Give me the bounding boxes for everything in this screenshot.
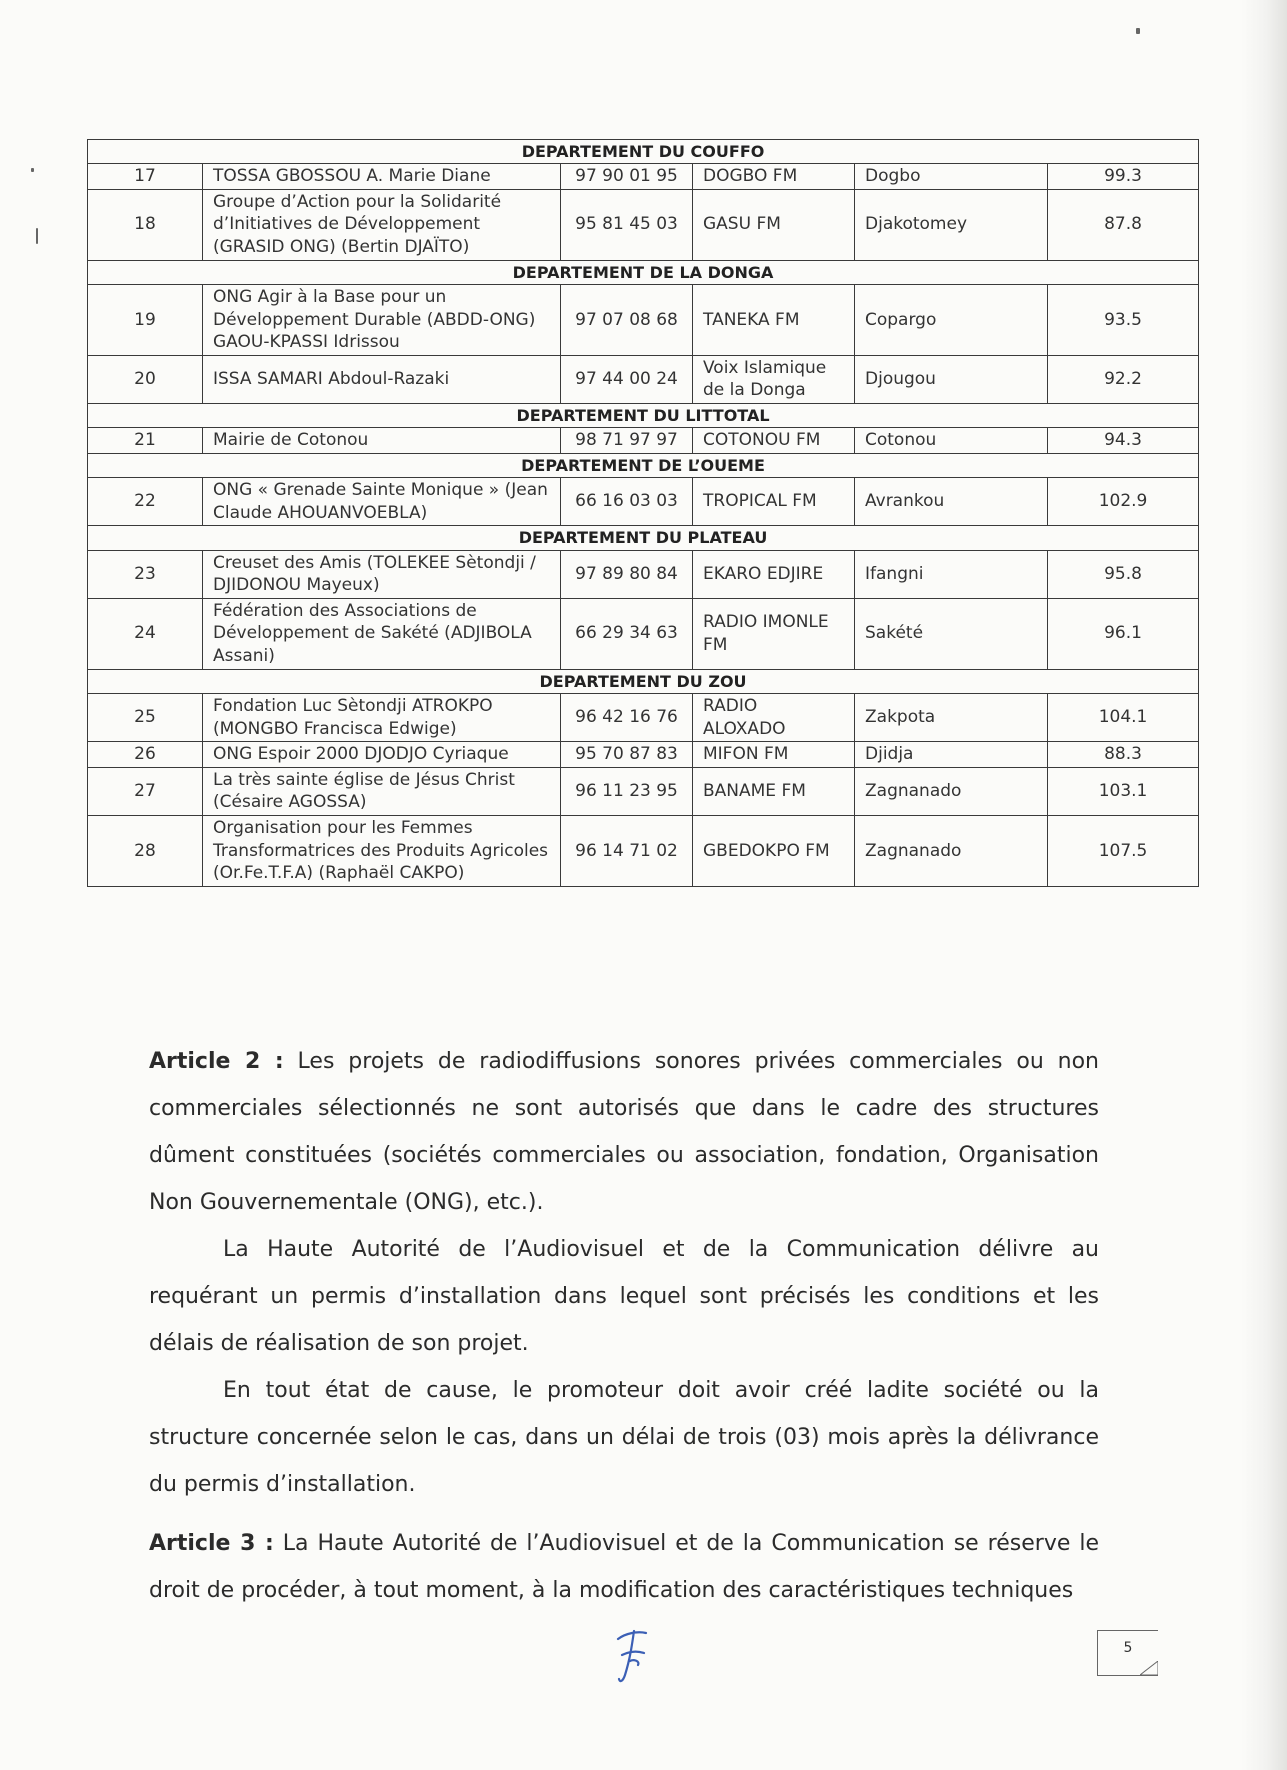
cell-locality: Zagnanado [855,767,1048,815]
cell-promoter: Mairie de Cotonou [203,428,561,454]
cell-locality: Ifangni [855,550,1048,598]
cell-phone: 97 07 08 68 [561,284,693,355]
cell-number: 19 [88,284,203,355]
page-number: 5 [1123,1640,1133,1656]
cell-promoter: Organisation pour les Femmes Transformatrices des Produits Agricoles (Or.Fe.T.F.A) (Raphaël CAKPO) [203,816,561,887]
cell-frequency: 99.3 [1048,164,1199,190]
articles-section [149,1038,1099,1614]
cell-radio: DOGBO FM [693,164,855,190]
department-header-row [88,453,1199,477]
table-row [88,693,1199,741]
table-row [88,550,1199,598]
table-row [88,742,1199,768]
cell-promoter: ISSA SAMARI Abdoul-Razaki [203,355,561,403]
cell-phone: 96 14 71 02 [561,816,693,887]
scan-speck [36,228,38,244]
article-2-paragraph-permit: La Haute Autorité de l’Audiovisuel et de la Communication délivre au requérant un permis d’installation dans lequel sont précisés les conditions et les délais de réalisation de son projet. [149,1237,1099,1356]
cell-number: 17 [88,164,203,190]
cell-phone: 95 81 45 03 [561,189,693,260]
cell-locality: Avrankou [855,478,1048,526]
cell-phone: 97 90 01 95 [561,164,693,190]
department-header-row [88,260,1199,284]
scan-speck [1136,28,1140,34]
cell-promoter: Groupe d’Action pour la Solidarité d’Initiatives de Développement (GRASID ONG) (Bertin DJAÏTO) [203,189,561,260]
department-header-row [88,669,1199,693]
cell-number: 25 [88,693,203,741]
cell-promoter: Fédération des Associations de Développement de Sakété (ADJIBOLA Assani) [203,598,561,669]
cell-radio: TROPICAL FM [693,478,855,526]
cell-promoter: ONG Espoir 2000 DJODJO Cyriaque [203,742,561,768]
cell-radio: BANAME FM [693,767,855,815]
cell-promoter: Creuset des Amis (TOLEKEE Sètondji / DJIDONOU Mayeux) [203,550,561,598]
handwritten-initials-icon [610,1625,654,1687]
cell-promoter: ONG Agir à la Base pour un Développement Durable (ABDD-ONG) GAOU-KPASSI Idrissou [203,284,561,355]
cell-radio: TANEKA FM [693,284,855,355]
cell-number: 23 [88,550,203,598]
cell-radio: EKARO EDJIRE [693,550,855,598]
cell-number: 20 [88,355,203,403]
cell-frequency: 92.2 [1048,355,1199,403]
registry-table-body [88,140,1199,887]
cell-radio: GASU FM [693,189,855,260]
cell-phone: 97 89 80 84 [561,550,693,598]
cell-phone: 95 70 87 83 [561,742,693,768]
table-row [88,189,1199,260]
cell-locality: Zakpota [855,693,1048,741]
cell-radio: GBEDOKPO FM [693,816,855,887]
table-row [88,164,1199,190]
cell-radio: RADIO IMONLE FM [693,598,855,669]
cell-frequency: 96.1 [1048,598,1199,669]
cell-number: 18 [88,189,203,260]
department-header-row [88,140,1199,164]
article-3-label: Article 3 : [149,1531,274,1556]
table-row [88,767,1199,815]
cell-radio: Voix Islamique de la Donga [693,355,855,403]
cell-radio: MIFON FM [693,742,855,768]
article-2-label: Article 2 : [149,1049,284,1074]
cell-number: 26 [88,742,203,768]
table-row [88,355,1199,403]
table-row [88,284,1199,355]
table-row [88,428,1199,454]
table-row [88,816,1199,887]
cell-number: 27 [88,767,203,815]
cell-locality: Copargo [855,284,1048,355]
cell-promoter: TOSSA GBOSSOU A. Marie Diane [203,164,561,190]
department-header-row [88,526,1199,550]
cell-promoter: Fondation Luc Sètondji ATROKPO (MONGBO Francisca Edwige) [203,693,561,741]
cell-radio: COTONOU FM [693,428,855,454]
page-edge-shadow [1241,0,1287,1770]
cell-number: 21 [88,428,203,454]
cell-locality: Cotonou [855,428,1048,454]
department-title: DEPARTEMENT DU ZOU [88,669,1199,693]
department-title: DEPARTEMENT DU PLATEAU [88,526,1199,550]
article-2-text: Les projets de radiodiffusions sonores privées commerciales ou non commerciales sélectionnés ne sont autorisés que dans le cadre des structures dûment constituées (sociétés commerciales ou association, fondation, Organisation Non Gouvernementale (ONG), etc.). [149,1049,1099,1215]
page-fold-icon [1140,1661,1158,1675]
cell-locality: Zagnanado [855,816,1048,887]
cell-frequency: 103.1 [1048,767,1199,815]
cell-locality: Sakété [855,598,1048,669]
cell-phone: 96 11 23 95 [561,767,693,815]
department-header-row [88,404,1199,428]
cell-phone: 97 44 00 24 [561,355,693,403]
cell-locality: Djidja [855,742,1048,768]
cell-frequency: 107.5 [1048,816,1199,887]
cell-frequency: 102.9 [1048,478,1199,526]
department-title: DEPARTEMENT DU COUFFO [88,140,1199,164]
cell-phone: 66 16 03 03 [561,478,693,526]
cell-phone: 66 29 34 63 [561,598,693,669]
cell-frequency: 104.1 [1048,693,1199,741]
article-3 [149,1520,1099,1614]
cell-frequency: 88.3 [1048,742,1199,768]
cell-frequency: 95.8 [1048,550,1199,598]
cell-locality: Djakotomey [855,189,1048,260]
page-number-box [1097,1630,1158,1676]
cell-locality: Djougou [855,355,1048,403]
cell-number: 22 [88,478,203,526]
cell-phone: 98 71 97 97 [561,428,693,454]
article-2-paragraph-deadline: En tout état de cause, le promoteur doit avoir créé ladite société ou la structure concernée selon le cas, dans un délai de trois (03) mois après la délivrance du permis d’installation. [149,1378,1099,1497]
cell-promoter: ONG « Grenade Sainte Monique » (Jean Claude AHOUANVOEBLA) [203,478,561,526]
cell-radio: RADIO ALOXADO [693,693,855,741]
cell-number: 24 [88,598,203,669]
cell-phone: 96 42 16 76 [561,693,693,741]
department-title: DEPARTEMENT DE L’OUEME [88,453,1199,477]
cell-promoter: La très sainte église de Jésus Christ (Césaire AGOSSA) [203,767,561,815]
cell-frequency: 94.3 [1048,428,1199,454]
scan-speck [31,168,34,172]
cell-number: 28 [88,816,203,887]
department-title: DEPARTEMENT DE LA DONGA [88,260,1199,284]
cell-frequency: 87.8 [1048,189,1199,260]
department-title: DEPARTEMENT DU LITTOTAL [88,404,1199,428]
cell-locality: Dogbo [855,164,1048,190]
article-2 [149,1038,1099,1226]
table-row [88,478,1199,526]
radio-registry-table [87,139,1199,887]
table-row [88,598,1199,669]
article-3-text: La Haute Autorité de l’Audiovisuel et de la Communication se réserve le droit de procéder, à tout moment, à la modification des caractéristiques techniques [149,1531,1099,1603]
cell-frequency: 93.5 [1048,284,1199,355]
